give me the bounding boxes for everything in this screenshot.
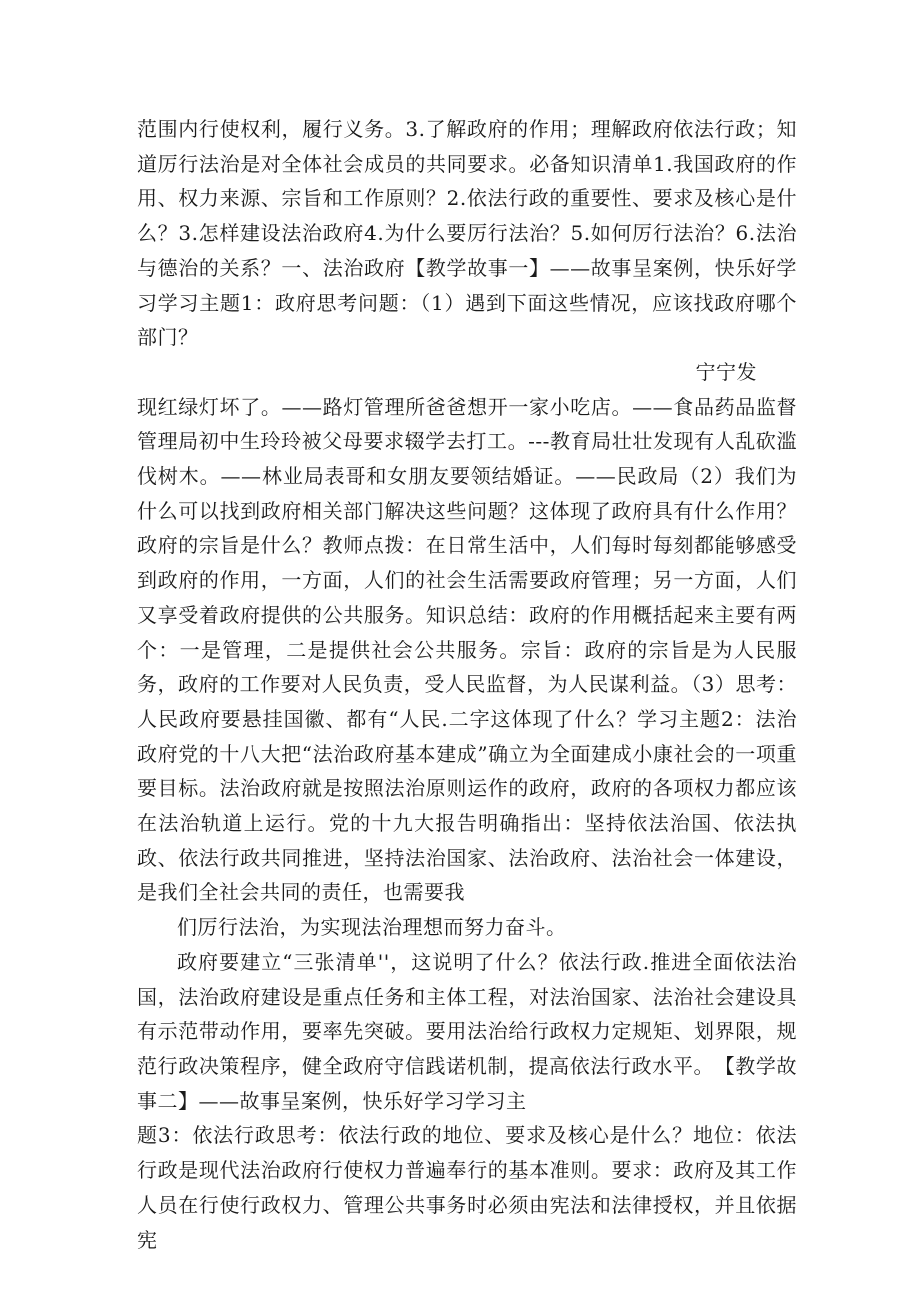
- paragraph-4: 们厉行法治，为实现法治理想而努力奋斗。: [177, 915, 567, 940]
- paragraph-6: 题3：依法行政思考：依法行政的地位、要求及核心是什么？地位：依法行政是现代法治政府行使权力普遍奉行的基本准则。要求：政府及其工作人员在行使行政权力、管理公共事务时必须由宪法和法律授权，并且依据宪: [137, 1123, 797, 1252]
- paragraph-2-fragment: 宁宁发: [695, 359, 757, 384]
- document-body: [137, 112, 797, 1257]
- paragraph-1: 范围内行使权利，履行义务。3.了解政府的作用；理解政府依法行政；知道厉行法治是对全体社会成员的共同要求。必备知识清单1.我国政府的作用、权力来源、宗旨和工作原则？2.依法行政的重要性、要求及核心是什么？3.怎样建设法治政府4.为什么要厉行法治？5.如何厉行法治？6.法治与德治的关系？一、法治政府【教学故事一】——故事呈案例，快乐好学习学习主题1：政府思考问题：（1）遇到下面这些情况，应该找政府哪个部门？: [137, 117, 797, 350]
- paragraph-3: 现红绿灯坏了。——路灯管理所爸爸想开一家小吃店。——食品药品监督管理局初中生玲玲被父母要求辍学去打工。---教育局壮壮发现有人乱砍滥伐树木。——林业局表哥和女朋友要领结婚证。——民政局（2）我们为什么可以找到政府相关部门解决这些问题？这体现了政府具有什么作用？政府的宗旨是什么？教师点拨：在日常生活中，人们每时每刻都能够感受到政府的作用，一方面，人们的社会生活需要政府管理；另一方面，人们又享受着政府提供的公共服务。知识总结：政府的作用概括起来主要有两个：一是管理，二是提供社会公共服务。宗旨：政府的宗旨是为人民服务，政府的工作要对人民负责，受人民监督，为人民谋利益。（3）思考：人民政府要悬挂国徽、都有“人民.二字这体现了什么？学习主题2：法治政府党的十八大把“法治政府基本建成”确立为全面建成小康社会的一项重要目标。法治政府就是按照法治原则运作的政府，政府的各项权力都应该在法治轨道上运行。党的十九大报告明确指出：坚持依法治国、依法执政、依法行政共同推进，坚持法治国家、法治政府、法治社会一体建设，是我们全社会共同的责任，也需要我: [137, 394, 797, 905]
- paragraph-5: 政府要建立“三张清单''，这说明了什么？依法行政.推进全面依法治国，法治政府建设是重点任务和主体工程，对法治国家、法治社会建设具有示范带动作用，要率先突破。要用法治给行政权力定规矩、划界限，规范行政决策程序，健全政府守信践诺机制，提高依法行政水平。 【教学故事二】——故事呈案例，快乐好学习学习主: [137, 949, 797, 1113]
